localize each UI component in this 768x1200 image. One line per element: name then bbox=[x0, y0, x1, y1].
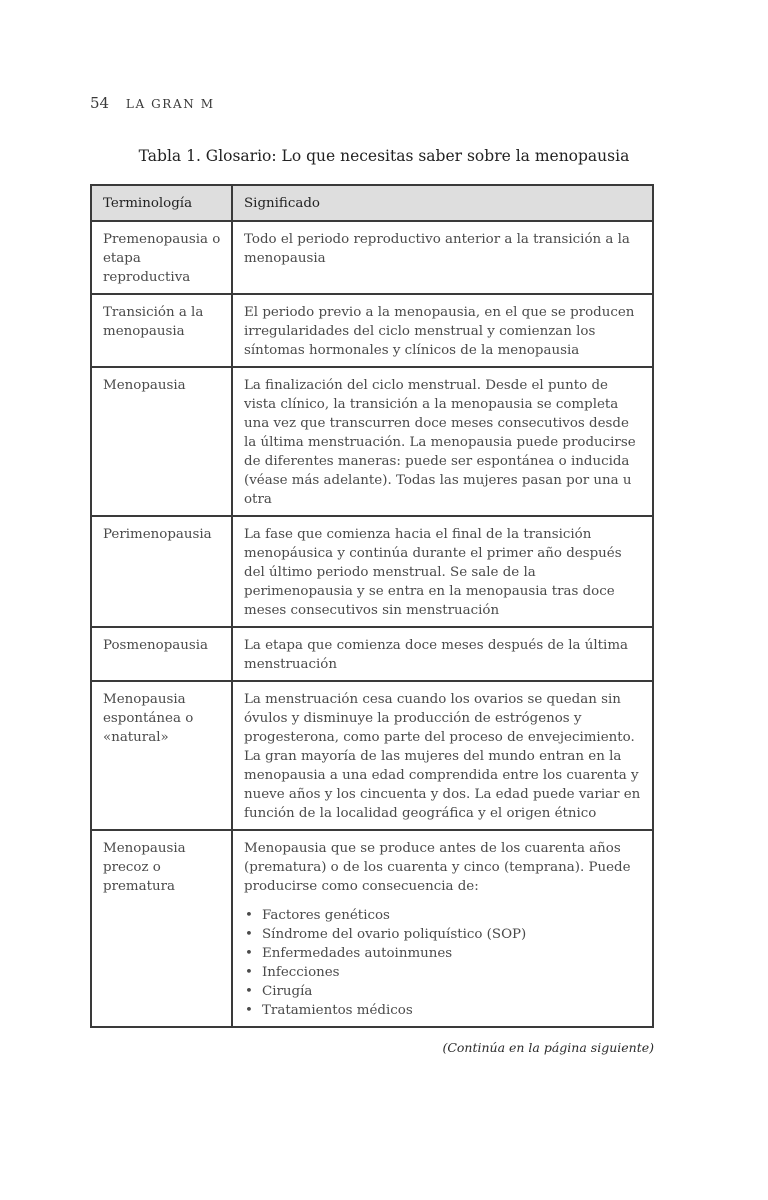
meaning-cell: La menstruación cesa cuando los ovarios se quedan sin óvulos y disminuye la producción de estrógenos y progesterona, como parte del proceso de envejecimiento. La gran mayoría de las mujeres del mundo entran en la menopausia a una edad comprendida entre los cuarenta y nueve años y los cincuenta y dos. La edad puede variar en función de la localidad geográfica y el origen étnico bbox=[232, 681, 653, 830]
table-row bbox=[91, 221, 653, 294]
list-item: • Tratamientos médicos bbox=[244, 1001, 642, 1020]
table-row bbox=[91, 627, 653, 681]
table-row bbox=[91, 681, 653, 830]
term-cell: Perimenopausia bbox=[91, 516, 232, 627]
meaning-cell: La finalización del ciclo menstrual. Desde el punto de vista clínico, la transición a la menopausia se completa una vez que transcurren doce meses consecutivos desde la última menstruación. La menopausia puede producirse de diferentes maneras: puede ser espontánea o inducida (véase más adelante). Todas las mujeres pasan por una u otra bbox=[232, 367, 653, 516]
header-term: Terminología bbox=[91, 185, 232, 221]
term-cell: Menopausia espontánea o «natural» bbox=[91, 681, 232, 830]
meaning-text: Menopausia que se produce antes de los cuarenta años (prematura) o de los cuarenta y cinco (temprana). Puede producirse como consecuencia de: bbox=[244, 841, 631, 894]
glossary-table bbox=[90, 184, 654, 1028]
cause-list bbox=[244, 906, 642, 1020]
table-header-row bbox=[91, 185, 653, 221]
running-head bbox=[90, 94, 215, 112]
list-item: • Factores genéticos bbox=[244, 906, 642, 925]
list-item: • Enfermedades autoinmunes bbox=[244, 944, 642, 963]
term-cell: Premenopausia o etapa reproductiva bbox=[91, 221, 232, 294]
meaning-cell: La fase que comienza hacia el final de la transición menopáusica y continúa durante el primer año después del último periodo menstrual. Se sale de la perimenopausia y se entra en la menopausia tras doce meses consecutivos sin menstruación bbox=[232, 516, 653, 627]
list-item: • Infecciones bbox=[244, 963, 642, 982]
table-row bbox=[91, 294, 653, 367]
term-cell: Transición a la menopausia bbox=[91, 294, 232, 367]
term-cell: Posmenopausia bbox=[91, 627, 232, 681]
table-row bbox=[91, 516, 653, 627]
continuation-note: (Continúa en la página siguiente) bbox=[442, 1040, 654, 1055]
table-row bbox=[91, 367, 653, 516]
meaning-cell bbox=[232, 830, 653, 1027]
list-item: • Síndrome del ovario poliquístico (SOP) bbox=[244, 925, 642, 944]
table-caption: Tabla 1. Glosario: Lo que necesitas saber sobre la menopausia bbox=[138, 147, 630, 165]
table-row bbox=[91, 830, 653, 1027]
header-meaning: Significado bbox=[232, 185, 653, 221]
list-item: • Cirugía bbox=[244, 982, 642, 1001]
meaning-cell: La etapa que comienza doce meses después de la última menstruación bbox=[232, 627, 653, 681]
meaning-cell: Todo el periodo reproductivo anterior a la transición a la menopausia bbox=[232, 221, 653, 294]
meaning-cell: El periodo previo a la menopausia, en el que se producen irregularidades del ciclo menstrual y comienzan los síntomas hormonales y clínicos de la menopausia bbox=[232, 294, 653, 367]
term-cell: Menopausia bbox=[91, 367, 232, 516]
page-number: 54 bbox=[90, 94, 110, 112]
book-title: LA GRAN M bbox=[125, 97, 215, 111]
term-cell: Menopausia precoz o prematura bbox=[91, 830, 232, 1027]
